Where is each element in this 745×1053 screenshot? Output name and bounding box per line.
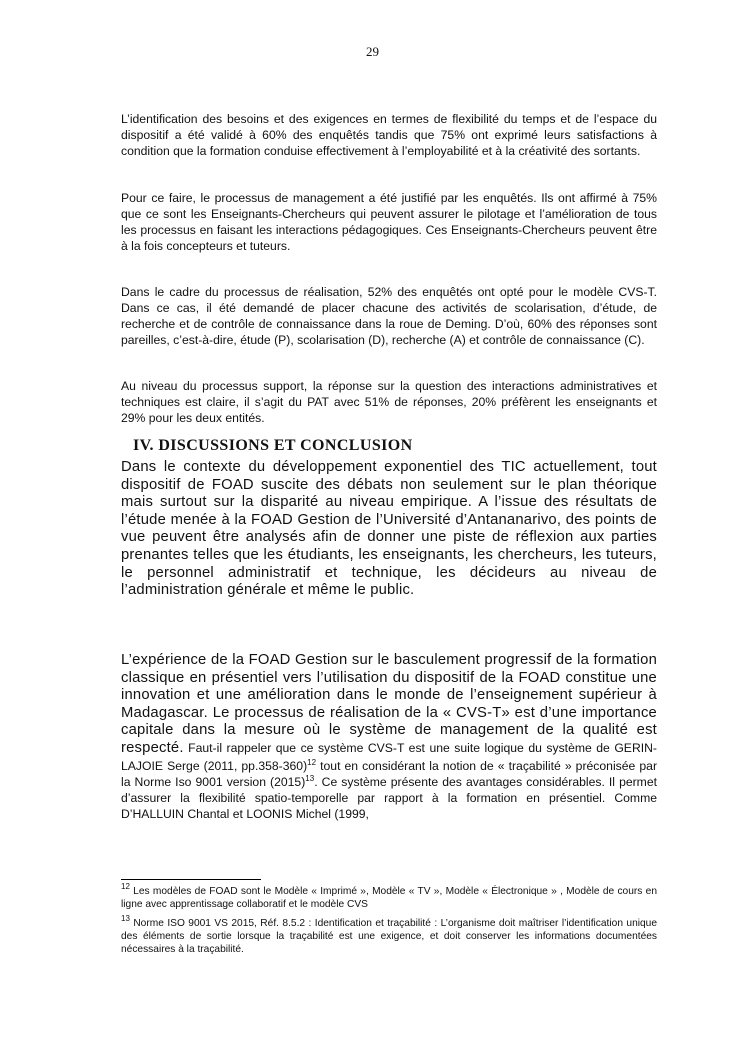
footnote-text: Norme ISO 9001 VS 2015, Réf. 8.5.2 : Identification et traçabilité : L’organisme doit maîtriser l’identification unique des éléments de sortie lorsque la traçabilité est une exigence, et doit conserver les informations documentées nécessaires à la traçabilité. [121,918,657,956]
results-paragraph-1 [121,111,657,159]
paragraph-text: Pour ce faire, le processus de management a été justifié par les enquêtés. Ils ont affirmé à 75% que ce sont les Enseignants-Chercheurs qui peuvent assurer le pilotage et l’amélioration de tous les processus en faisant les interactions pédagogiques. Ces Enseignants-Chercheurs peuvent être à la fois concepteurs et tuteurs. [121,191,657,253]
footnote-13 [121,914,657,957]
paragraph-text-small: tout en considérant la notion de « traçabilité » préconisée par la Norme Iso 9001 version (2015) [121,758,657,789]
paragraph-text-large: L’expérience de la FOAD Gestion sur le basculement progressif de la formation classique en présentiel vers l’utilisation du dispositif de la FOAD constitue une innovation et une amélioration dans le monde de l’enseignement supérieur à Madagascar. Le processus de réalisation de la « CVS-T» est d’une importance capitale dans la mesure où le système de management de la qualité est respecté. [121,652,657,756]
footnote-ref: 13 [305,773,315,783]
results-paragraph-3 [121,284,657,348]
paragraph-text: Dans le contexte du développement exponentiel des TIC actuellement, tout dispositif de FOAD suscite des débats non seulement sur le plan théorique mais surtout sur la disparité au niveau empirique. A l’issue des résultats de l’étude menée à la FOAD Gestion de l’Université d’Antananarivo, des points de vue peuvent être analysés afin de donner une piste de réflexion aux parties prenantes telles que les étudiants, les enseignants, les chercheurs, les tuteurs, le personnel administratif et technique, les décideurs au niveau de l’administration générale et même le public. [121,459,657,599]
footnote-text: Les modèles de FOAD sont le Modèle « Imprimé », Modèle « TV », Modèle « Électronique » , Modèle de cours en ligne avec apprentissage collaboratif et le modèle CVS [121,886,657,911]
paragraph-text-small: . Ce système présente des avantages considérables. Il permet d’assurer la flexibilité spatio-temporelle par rapport à la formation en présentiel. Comme D’HALLUIN Chantal et LOONIS Michel (1999, [121,774,657,821]
discussion-paragraph-2 [121,652,657,822]
page-number: 29 [366,44,379,59]
footnote-number: 12 [121,882,130,891]
results-paragraph-4 [121,378,657,426]
paragraph-text [121,652,657,822]
paragraph-text-small: Faut-il rappeler que ce système CVS-T est une suite logique du système de GERIN-LAJOIE Serge (2011, pp.358-360) [121,740,657,773]
section-heading: IV. DISCUSSIONS ET CONCLUSION [133,437,413,454]
results-paragraph-2 [121,190,657,254]
footnote-12 [121,882,657,911]
footnote-number: 13 [121,914,130,923]
discussion-paragraph-1 [121,459,657,600]
paragraph-text: Dans le cadre du processus de réalisation, 52% des enquêtés ont opté pour le modèle CVS-T. Dans ce cas, il été demandé de placer chacune des activités de scolarisation, d’étude, de recherche et de contrôle de connaissance dans la roue de Deming. D’où, 60% des réponses sont pareilles, c’est-à-dire, étude (P), scolarisation (D), recherche (A) et contrôle de connaissance (C). [121,285,657,347]
footnote-divider [121,879,261,880]
footnote-ref: 12 [307,757,317,767]
paragraph-text: Au niveau du processus support, la réponse sur la question des interactions administratives et techniques est claire, il s’agit du PAT avec 51% de réponses, 20% préfèrent les enseignants et 29% pour les deux entités. [121,379,657,425]
paragraph-text: L’identification des besoins et des exigences en termes de flexibilité du temps et de l’espace du dispositif a été validé à 60% des enquêtés tandis que 75% ont exprimé leurs satisfactions à condition que la formation conduise effectivement à l’employabilité et à la créativité des sortants. [121,112,657,158]
